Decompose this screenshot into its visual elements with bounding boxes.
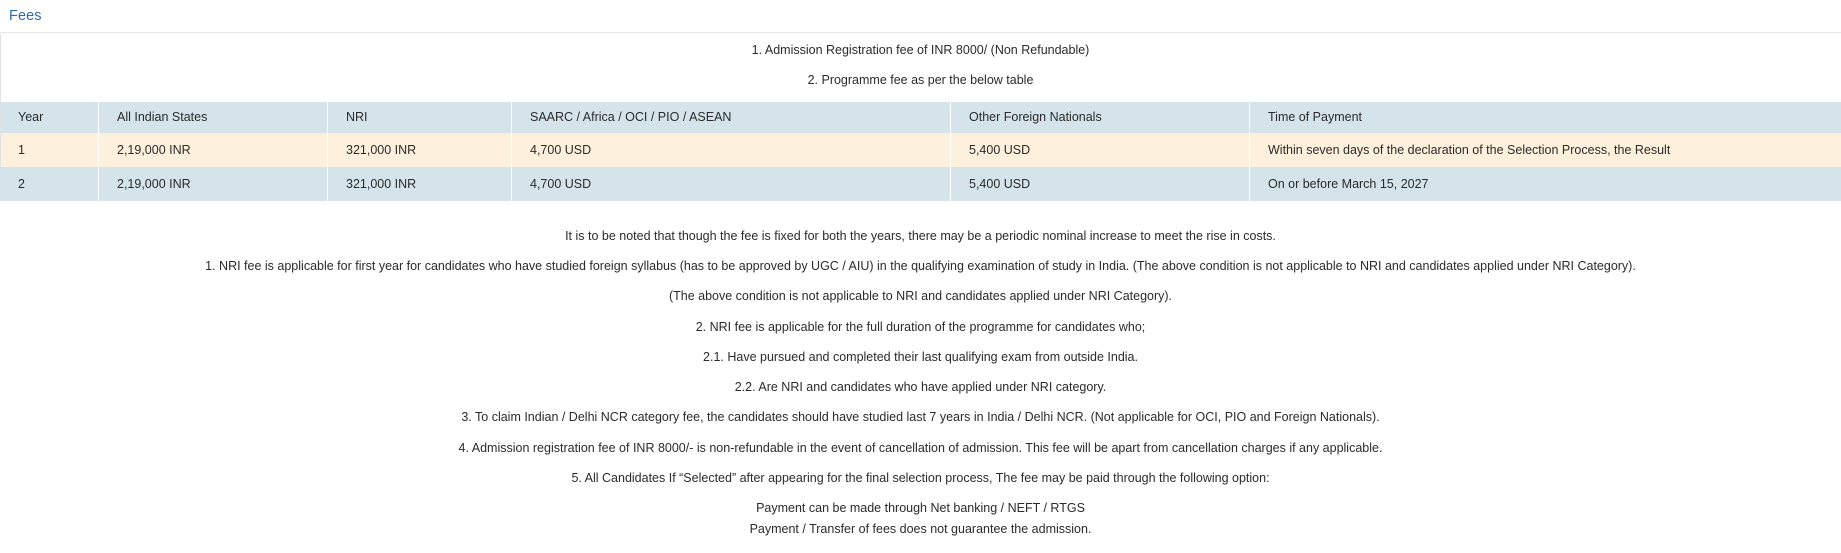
column-header-all-indian-states: All Indian States [99,102,328,133]
column-header-time-of-payment: Time of Payment [1268,110,1363,125]
column-header-nri: NRI [328,102,512,133]
intro-line-1: 1. Admission Registration fee of INR 8000/ (Non Refundable) [751,43,1090,57]
cell-time-of-payment: On or before March 15, 2027 [1268,176,1429,191]
note-payment-methods: Payment can be made through Net banking / NEFT / RTGS [756,501,1085,515]
note-5-payment-options: 5. All Candidates If “Selected” after appearing for the final selection process, The fee may be paid through the following option: [571,470,1270,485]
intro-line-2: 2. Programme fee as per the below table [807,72,1034,87]
note-2-nri-full-duration: 2. NRI fee is applicable for the full duration of the programme for candidates who; [695,319,1146,334]
column-header-year: Year [0,102,99,133]
column-header-other-foreign-nationals: Other Foreign Nationals [951,102,1250,133]
note-3-delhi-ncr: 3. To claim Indian / Delhi NCR category fee, the candidates should have studied last 7 years in India / Delhi NCR. (Not applicable for OCI, PIO and Foreign Nationals). [461,410,1380,425]
note-4-registration-fee: 4. Admission registration fee of INR 8000/- is non-refundable in the event of cancellation of admission. This fee will be apart from cancellation charges if any applicable. [458,440,1383,455]
note-payment-disclaimer: Payment / Transfer of fees does not guarantee the admission. [749,522,1092,537]
cell-nri: 321,000 INR [328,133,512,167]
cell-year: 1 [0,133,99,167]
cell-all-indian-states: 2,19,000 INR [99,167,328,201]
fee-notes [0,201,1841,538]
cell-all-indian-states: 2,19,000 INR [99,133,328,167]
fee-table-container [0,102,1841,201]
column-header-saarc-africa-oci-pio-asean: SAARC / Africa / OCI / PIO / ASEAN [512,102,951,133]
fee-table-body [0,133,1841,201]
table-row [0,133,1841,167]
note-fixed-fee: It is to be noted that though the fee is fixed for both the years, there may be a periodic nominal increase to meet the rise in costs. [565,228,1276,243]
cell-other-foreign: 5,400 USD [951,167,1250,201]
note-2-2-nri-category: 2.2. Are NRI and candidates who have applied under NRI category. [734,380,1107,394]
note-2-1-qualifying-exam: 2.1. Have pursued and completed their last qualifying exam from outside India. [703,349,1138,364]
note-1-nri-first-year: 1. NRI fee is applicable for first year for candidates who have studied foreign syllabus (has to be approved by UGC / AIU) in the qualifying examination of study in India. (The above condition is not applicable to NRI and candidates applied under NRI Category). [205,259,1636,273]
cell-saarc: 4,700 USD [512,133,951,167]
cell-nri: 321,000 INR [328,167,512,201]
intro-bullets [0,33,1841,89]
table-row [0,167,1841,201]
note-1-condition: (The above condition is not applicable to NRI and candidates applied under NRI Category). [668,289,1173,304]
cell-year: 2 [0,167,99,201]
cell-time-of-payment: Within seven days of the declaration of the Selection Process, the Result [1268,142,1671,157]
left-rail-divider [0,34,1,168]
cell-other-foreign: 5,400 USD [951,133,1250,167]
page-header [0,0,1841,33]
page-title: Fees [9,7,42,24]
fee-table-header-row [0,102,1841,133]
fee-table-head [0,102,1841,133]
fee-table [0,102,1841,201]
cell-saarc: 4,700 USD [512,167,951,201]
